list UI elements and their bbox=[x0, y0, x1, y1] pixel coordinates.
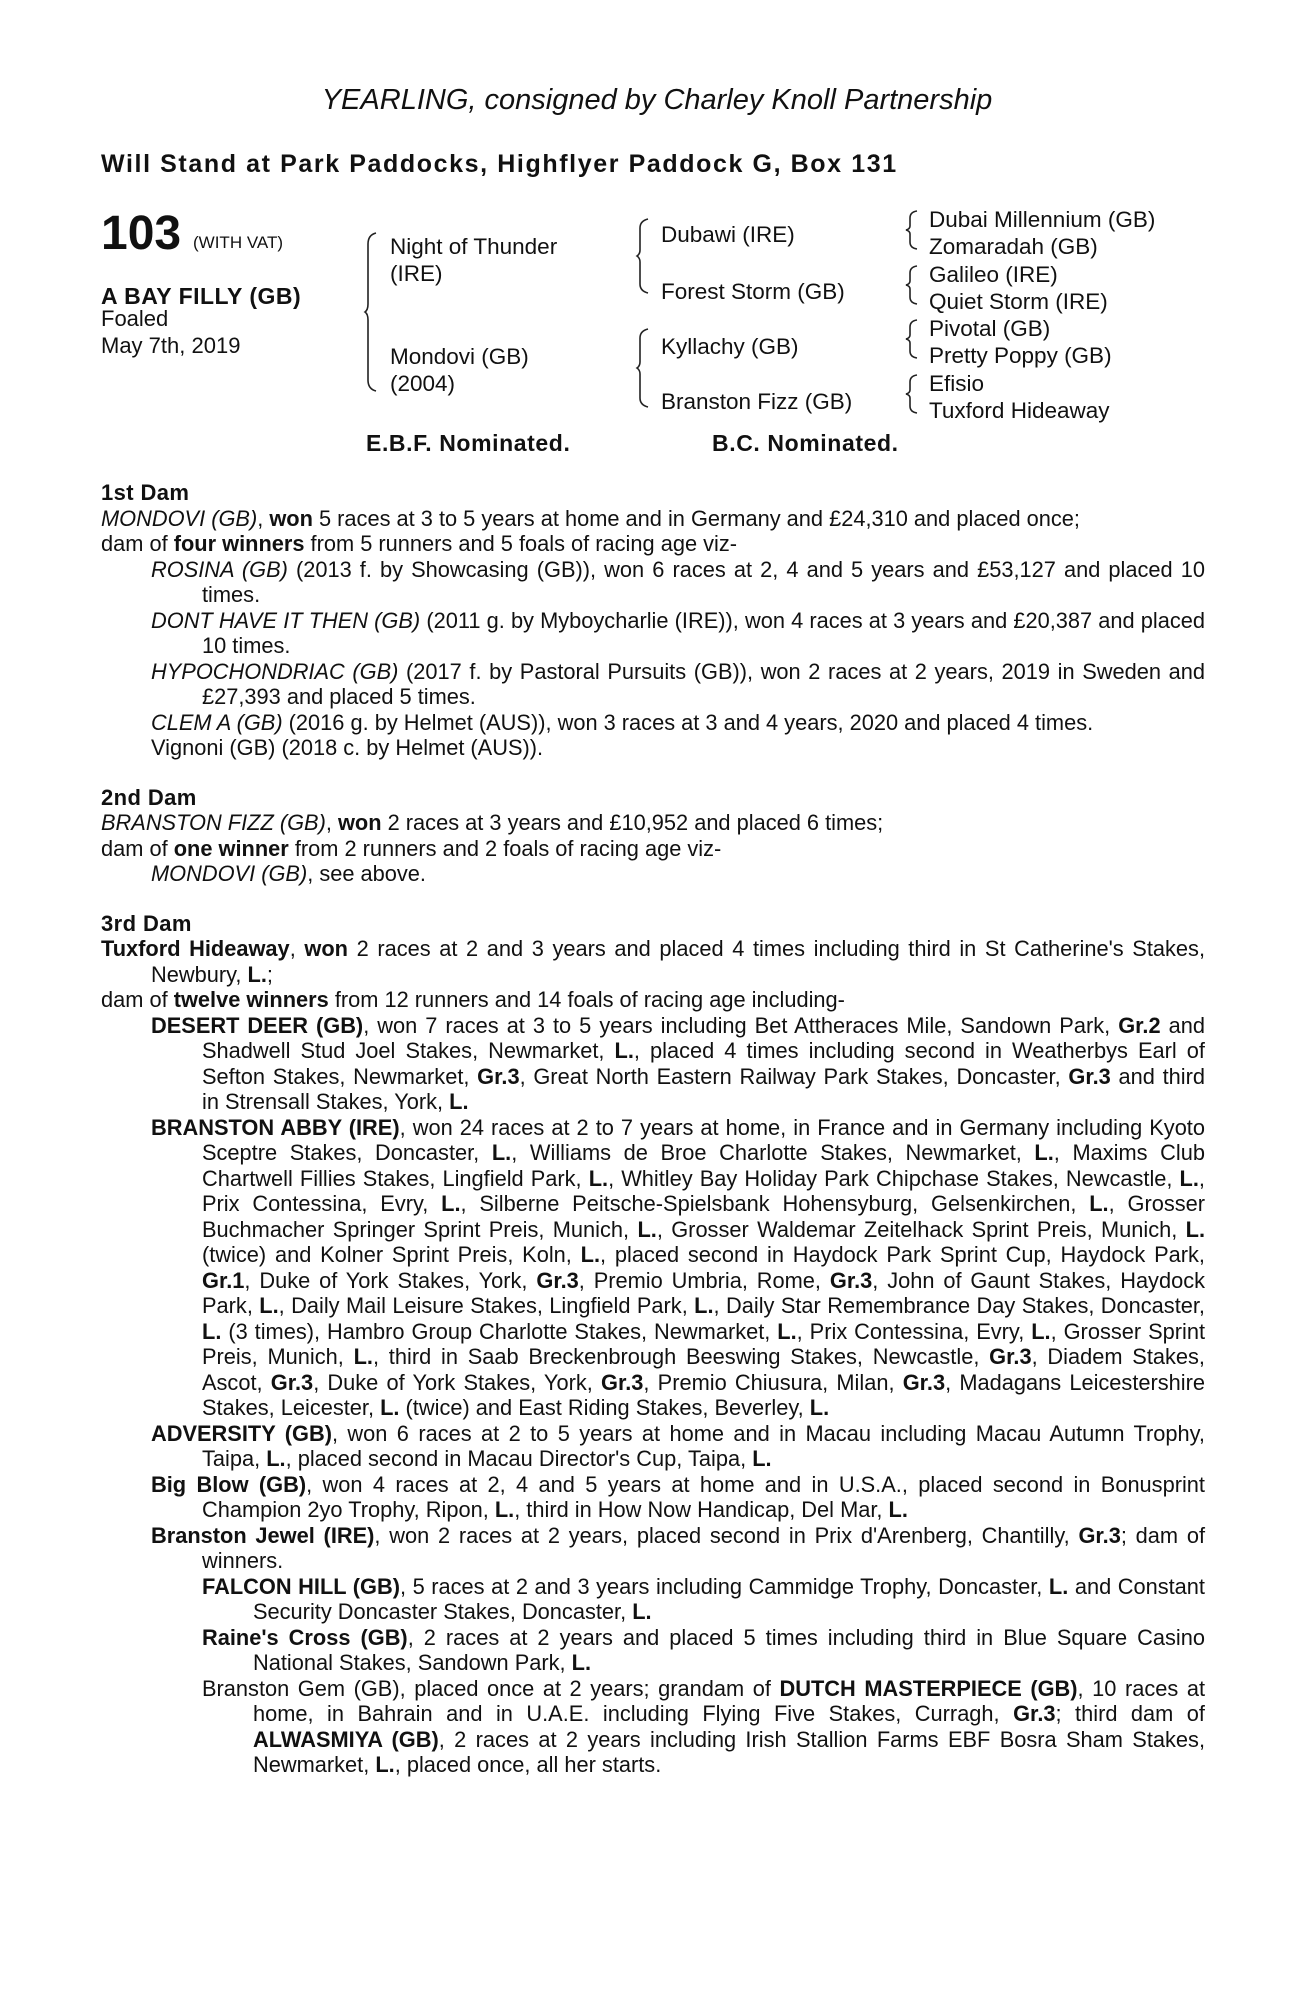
second-dam-heading: 2nd Dam bbox=[101, 784, 197, 810]
produce-name: DESERT DEER (GB) bbox=[151, 1012, 364, 1038]
vat-note: (WITH VAT) bbox=[193, 233, 284, 252]
pedigree-g3: Galileo (IRE) bbox=[929, 262, 1058, 287]
horse-name: A BAY FILLY (GB) bbox=[101, 283, 302, 309]
pedigree-bracket-g1 bbox=[906, 210, 918, 250]
pedigree-g4: Quiet Storm (IRE) bbox=[929, 289, 1108, 314]
winners-count: twelve winners bbox=[173, 987, 329, 1012]
pedigree-g2: Zomaradah (GB) bbox=[929, 234, 1098, 259]
produce-name: Big Blow (GB) bbox=[151, 1471, 307, 1497]
produce-entry-raines-cross: Raine's Cross (GB), 2 races at 2 years and placed 5 times including third in Blue Square Casino National Stakes, Sandown Park, L. bbox=[202, 1624, 1205, 1675]
produce-name: ALWASMIYA (GB) bbox=[253, 1726, 439, 1752]
first-dam-produce-summary: dam of four winners from 5 runners and 5 foals of racing age viz- bbox=[101, 531, 738, 556]
consignment-line: YEARLING, consigned by Charley Knoll Partnership bbox=[321, 84, 993, 116]
second-dam-mare: BRANSTON FIZZ (GB), won 2 races at 3 years and £10,952 and placed 6 times; bbox=[101, 810, 884, 835]
second-dam-produce-summary: dam of one winner from 2 runners and 2 foals of racing age viz- bbox=[101, 835, 722, 861]
pedigree-g5: Pivotal (GB) bbox=[929, 316, 1051, 341]
pedigree-g7: Efisio bbox=[929, 371, 985, 396]
ebf-nominated: E.B.F. Nominated. bbox=[366, 430, 571, 456]
pedigree-sire-line1: Night of Thunder bbox=[390, 234, 558, 259]
produce-name: DUTCH MASTERPIECE (GB) bbox=[779, 1675, 1078, 1701]
produce-name: MONDOVI (GB) bbox=[151, 861, 308, 886]
foaled-date: May 7th, 2019 bbox=[101, 333, 241, 358]
produce-name: Branston Jewel (IRE) bbox=[151, 1522, 375, 1548]
pedigree-bracket-sire bbox=[637, 218, 649, 294]
pedigree-dam-dam: Branston Fizz (GB) bbox=[661, 389, 853, 414]
produce-name: Raine's Cross (GB) bbox=[202, 1624, 408, 1650]
produce-entry: ROSINA (GB) (2013 f. by Showcasing (GB)), won 6 races at 2, 4 and 5 years and £53,127 and placed 10 times. bbox=[151, 556, 1206, 607]
produce-entry: HYPOCHONDRIAC (GB) (2017 f. by Pastoral Pursuits (GB)), won 2 races at 2 years, 2019 in Sweden and £27,393 and placed 5 times. bbox=[151, 658, 1205, 709]
foaled-label: Foaled bbox=[101, 306, 169, 331]
produce-entry-adversity: ADVERSITY (GB), won 6 races at 2 to 5 years at home and in Macau including Macau Autumn Trophy, Taipa, L., placed second in Macau Director's Cup, Taipa, L. bbox=[151, 1420, 1205, 1471]
catalogue-body bbox=[101, 480, 1205, 1778]
produce-entry-big-blow: Big Blow (GB), won 4 races at 2, 4 and 5 years at home and in U.S.A., placed second in Bonusprint Champion 2yo Trophy, Ripon, L., third in How Now Handicap, Del Mar, L. bbox=[151, 1471, 1205, 1522]
first-dam-heading: 1st Dam bbox=[101, 480, 190, 505]
pedigree-g8: Tuxford Hideaway bbox=[929, 398, 1110, 423]
pedigree-bracket-g2 bbox=[906, 265, 918, 305]
pedigree-dam-sire: Kyllachy (GB) bbox=[661, 334, 799, 359]
produce-name: BRANSTON ABBY (IRE) bbox=[151, 1114, 400, 1140]
pedigree-bracket-g3 bbox=[906, 319, 918, 359]
produce-name: DONT HAVE IT THEN (GB) bbox=[151, 607, 421, 633]
pedigree-dam-line1: Mondovi (GB) bbox=[390, 344, 529, 369]
third-dam-produce-summary: dam of twelve winners from 12 runners and 14 foals of racing age including- bbox=[101, 987, 845, 1012]
bc-nominated: B.C. Nominated. bbox=[712, 430, 899, 456]
winners-count: four winners bbox=[173, 531, 305, 556]
pedigree-dam-line2: (2004) bbox=[390, 371, 456, 396]
produce-name: FALCON HILL (GB) bbox=[202, 1573, 400, 1599]
mare-name: Tuxford Hideaway bbox=[101, 936, 290, 961]
pedigree-sire-dam: Forest Storm (GB) bbox=[661, 279, 845, 304]
lot-number: 103 bbox=[101, 207, 182, 260]
won-label: won bbox=[269, 505, 313, 531]
mare-name: MONDOVI (GB) bbox=[101, 505, 258, 531]
winners-count: one winner bbox=[173, 835, 289, 861]
won-label: won bbox=[337, 810, 382, 835]
first-dam-mare: MONDOVI (GB), won 5 races at 3 to 5 years at home and in Germany and £24,310 and placed once; bbox=[101, 505, 1080, 531]
produce-name: HYPOCHONDRIAC (GB) bbox=[151, 658, 399, 684]
pedigree-sire-line2: (IRE) bbox=[390, 261, 443, 286]
pedigree-sire bbox=[390, 233, 557, 287]
produce-entry: Vignoni (GB) (2018 c. by Helmet (AUS)). bbox=[151, 735, 544, 760]
pedigree-sire-sire: Dubawi (IRE) bbox=[661, 222, 795, 247]
third-dam-heading: 3rd Dam bbox=[101, 910, 192, 936]
produce-name: ADVERSITY (GB) bbox=[151, 1420, 332, 1446]
produce-entry: MONDOVI (GB), see above. bbox=[151, 861, 426, 886]
pedigree-g6: Pretty Poppy (GB) bbox=[929, 343, 1112, 368]
pedigree-dam bbox=[390, 343, 529, 397]
pedigree-g1: Dubai Millennium (GB) bbox=[929, 207, 1156, 232]
produce-entry-branston-jewel: Branston Jewel (IRE), won 2 races at 2 years, placed second in Prix d'Arenberg, Chantilly, Gr.3; dam of winners. bbox=[151, 1522, 1206, 1573]
mare-name: BRANSTON FIZZ (GB) bbox=[101, 810, 326, 835]
third-dam-mare: Tuxford Hideaway, won 2 races at 2 and 3 years and placed 4 times including third in St Catherine's Stakes, Newbury, L.; bbox=[101, 936, 1205, 987]
produce-entry: DONT HAVE IT THEN (GB) (2011 g. by Myboycharlie (IRE)), won 4 races at 3 years and £20,387 and placed 10 times. bbox=[151, 607, 1206, 658]
produce-entry-branston-abby: BRANSTON ABBY (IRE), won 24 races at 2 to 7 years at home, in France and in Germany including Kyoto Sceptre Stakes, Doncaster, L., Williams de Broe Charlotte Stakes, Newmarket, L., Maxims Club Chartwell Fillies Stakes, Lingfield Park, L., Whitley Bay Holiday Park Chipchase Stakes, Newcastle, L., Prix Contessina, Evry, L., Silberne Peitsche-Spielsbank Hohensyburg, Gelsenkirchen, L., Grosser Buchmacher Springer Sprint Preis, Munich, L., Grosser Waldemar Zeitelhack Sprint Preis, Munich, L. (twice) and Kolner Sprint Preis, Koln, L., placed second in Haydock Park Sprint Cup, Haydock Park, Gr.1, Duke of York Stakes, York, Gr.3, Premio Umbria, Rome, Gr.3, John of Gaunt Stakes, Haydock Park, L., Daily Mail Leisure Stakes, Lingfield Park, L., Daily Star Remembrance Day Stakes, Doncaster, L. (3 times), Hambro Group Charlotte Stakes, Newmarket, L., Prix Contessina, Evry, L., Grosser Sprint Preis, Munich, L., third in Saab Breckenbrough Beeswing Stakes, Newcastle, Gr.3, Diadem Stakes, Ascot, Gr.3, Duke of York Stakes, York, Gr.3, Premio Chiusura, Milan, Gr.3, Madagans Leicestershire Stakes, Leicester, L. (twice) and East Riding Stakes, Beverley, L. bbox=[151, 1114, 1206, 1420]
produce-entry: CLEM A (GB) (2016 g. by Helmet (AUS)), won 3 races at 3 and 4 years, 2020 and placed 4 times. bbox=[151, 709, 1094, 735]
produce-name: CLEM A (GB) bbox=[151, 709, 283, 735]
produce-entry-falcon-hill: FALCON HILL (GB), 5 races at 2 and 3 years including Cammidge Trophy, Doncaster, L. and Constant Security Doncaster Stakes, Doncaster, L. bbox=[202, 1573, 1205, 1624]
won-label: won bbox=[304, 936, 348, 961]
pedigree-bracket-g4 bbox=[906, 374, 918, 414]
pedigree-bracket-main bbox=[365, 232, 377, 392]
pedigree-bracket-dam bbox=[637, 328, 649, 408]
produce-entry-branston-gem: Branston Gem (GB), placed once at 2 years; grandam of DUTCH MASTERPIECE (GB), 10 races at home, in Bahrain and in U.A.E. including Flying Five Stakes, Curragh, Gr.3; third dam of ALWASMIYA (GB), 2 races at 2 years including Irish Stallion Farms EBF Bosra Sham Stakes, Newmarket, L., placed once, all her starts. bbox=[202, 1675, 1205, 1777]
produce-entry-desert-deer: DESERT DEER (GB), won 7 races at 3 to 5 years including Bet Attheraces Mile, Sandown Park, Gr.2 and Shadwell Stud Joel Stakes, Newmarket, L., placed 4 times including second in Weatherbys Earl of Sefton Stakes, Newmarket, Gr.3, Great North Eastern Railway Park Stakes, Doncaster, Gr.3 and third in Strensall Stakes, York, L. bbox=[151, 1012, 1205, 1114]
stand-location: Will Stand at Park Paddocks, Highflyer Paddock G, Box 131 bbox=[101, 150, 898, 178]
produce-name: ROSINA (GB) bbox=[151, 556, 288, 582]
